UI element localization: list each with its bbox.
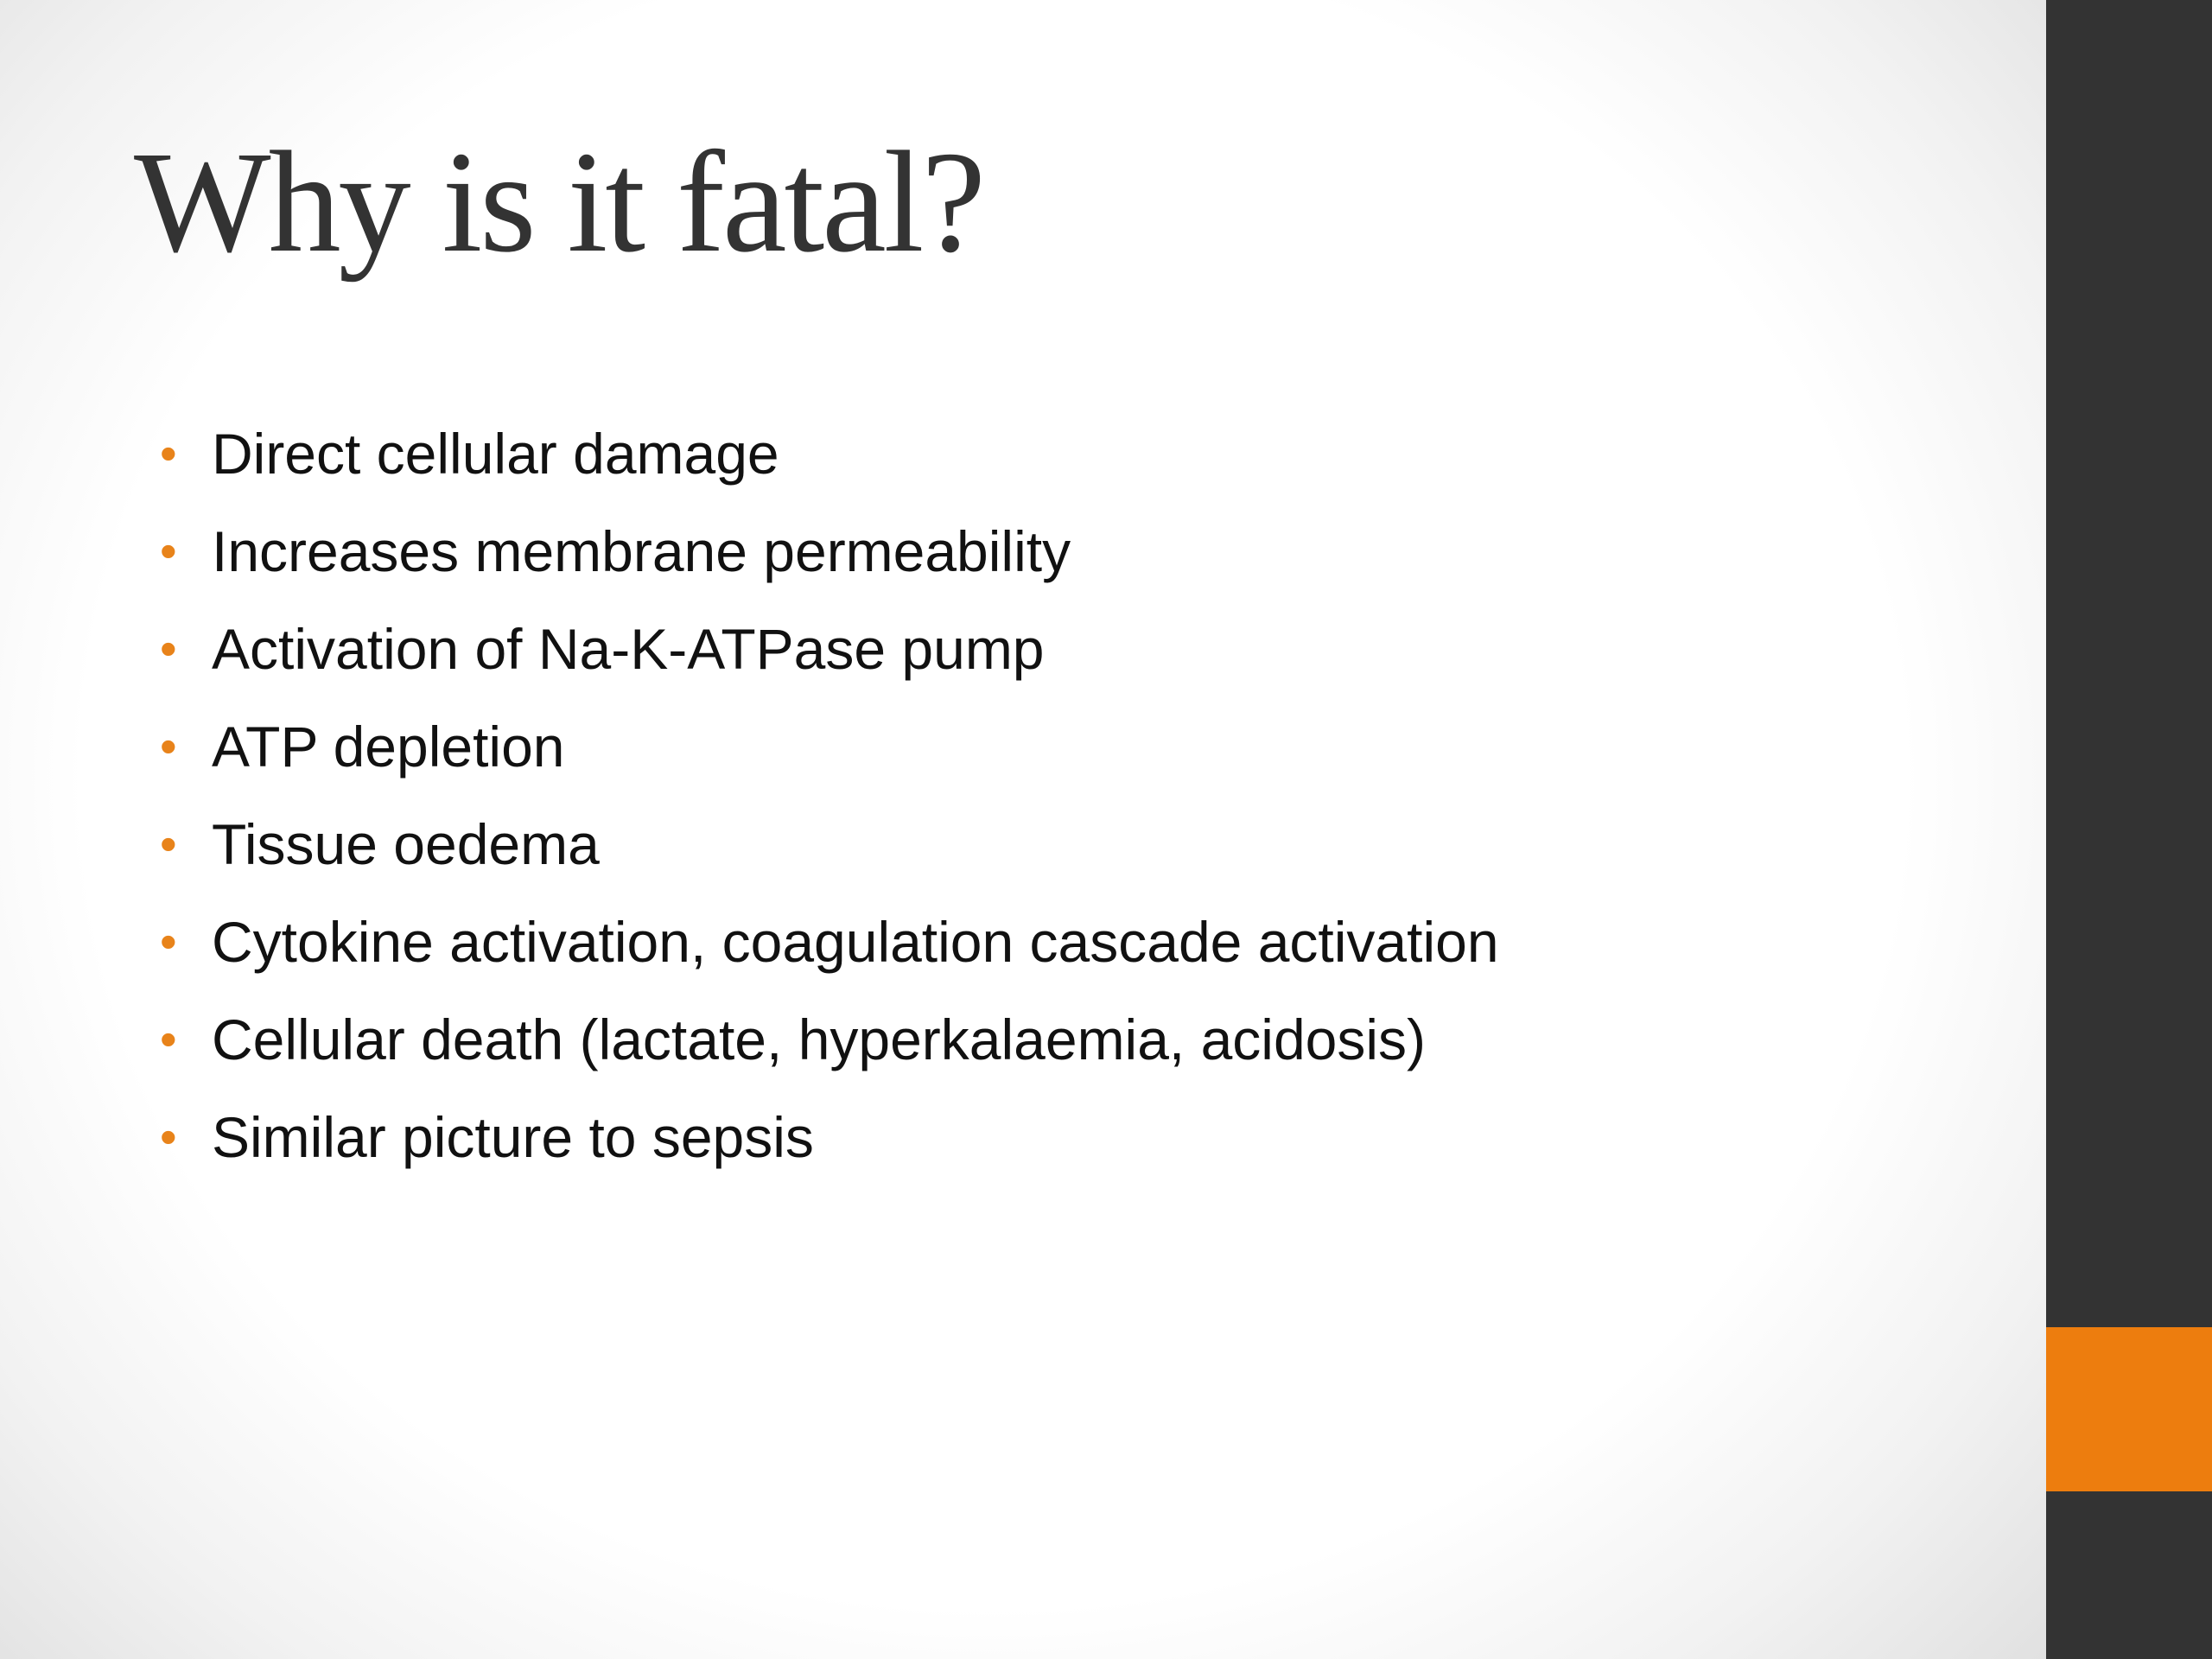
bullet-text: Tissue oedema	[212, 811, 600, 876]
bullet-item	[160, 697, 1499, 795]
bullet-text: ATP depletion	[212, 714, 565, 779]
decorative-accent-block	[2046, 1327, 2212, 1491]
bullet-item	[160, 502, 1499, 600]
bullet-icon: •	[160, 523, 177, 578]
bullet-text: Increases membrane permeability	[212, 518, 1071, 583]
bullet-icon: •	[160, 1109, 177, 1164]
bullet-icon: •	[160, 1011, 177, 1066]
bullet-icon: •	[160, 425, 177, 480]
bullet-icon: •	[160, 816, 177, 871]
bullet-item	[160, 404, 1499, 502]
bullet-icon: •	[160, 913, 177, 969]
bullet-item	[160, 893, 1499, 990]
bullet-item	[160, 990, 1499, 1088]
bullet-list	[160, 404, 1499, 1185]
bullet-icon: •	[160, 620, 177, 676]
slide-title: Why is it fatal?	[134, 122, 983, 283]
bullet-icon: •	[160, 718, 177, 773]
bullet-text: Cytokine activation, coagulation cascade activation	[212, 909, 1499, 974]
bullet-text: Similar picture to sepsis	[212, 1104, 814, 1169]
bullet-item	[160, 795, 1499, 893]
bullet-item	[160, 600, 1499, 697]
bullet-item	[160, 1088, 1499, 1185]
bullet-text: Activation of Na-K-ATPase pump	[212, 616, 1045, 681]
bullet-text: Cellular death (lactate, hyperkalaemia, acidosis)	[212, 1007, 1427, 1071]
bullet-text: Direct cellular damage	[212, 421, 779, 486]
